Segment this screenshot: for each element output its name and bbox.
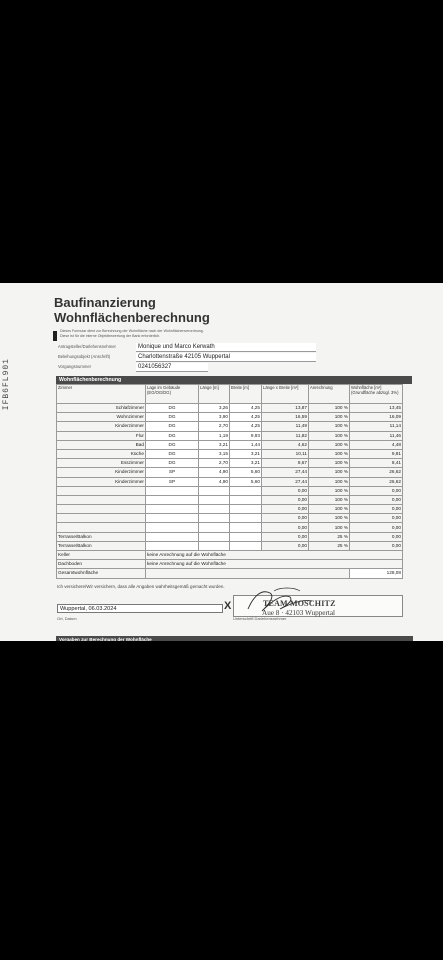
col-header-living-area: Wohnfläche [m²] (Grundfläche abzügl. 3%) [350, 385, 403, 404]
area-cell: 0,00 [262, 514, 309, 523]
floor-cell[interactable]: DG [146, 422, 199, 431]
room-name: Esszimmer [57, 459, 146, 468]
width-cell[interactable]: 1,44 [230, 440, 262, 449]
col-header-area: Länge x Breite [m²] [262, 385, 309, 404]
area-table [56, 384, 403, 579]
area-cell: 13,87 [262, 404, 309, 413]
process-label: Vorgangsnummer [58, 364, 92, 369]
room-name: Terrasse/Balkon [57, 532, 146, 541]
place-date-field[interactable]: Wuppertal, 06.03.2024 [57, 604, 223, 613]
declaration-text: Ich versichere/Wir versichern, dass alle Angaben wahrheitsgemäß gemacht wurden. [57, 584, 225, 589]
section-title-bar: Wohnflächenberechnung [56, 376, 412, 384]
cellar-row [57, 551, 403, 560]
width-cell[interactable]: 3,21 [230, 459, 262, 468]
calc-cell: 25 % [309, 541, 350, 550]
table-row [57, 532, 403, 541]
title-line2: Wohnflächenberechnung [54, 310, 210, 325]
room-name [57, 495, 146, 504]
floor-cell[interactable] [146, 532, 199, 541]
room-name: Flur [57, 431, 146, 440]
area-cell: 27,44 [262, 477, 309, 486]
floor-cell[interactable] [146, 505, 199, 514]
area-cell: 11,82 [262, 431, 309, 440]
room-name: Kinderzimmer [57, 422, 146, 431]
room-name [57, 514, 146, 523]
width-cell[interactable]: 4,25 [230, 413, 262, 422]
total-label: Gesamtwohnfläche [57, 569, 146, 578]
side-code: IFB6FL901 [2, 358, 11, 411]
calc-cell: 100 % [309, 495, 350, 504]
calc-cell: 100 % [309, 440, 350, 449]
area-cell: 0,00 [262, 532, 309, 541]
width-cell[interactable]: 5,60 [230, 468, 262, 477]
floor-cell[interactable]: DG [146, 413, 199, 422]
calc-cell: 100 % [309, 514, 350, 523]
length-cell[interactable] [199, 505, 230, 514]
col-header-calc: Anrechnung [309, 385, 350, 404]
floor-cell[interactable]: DG [146, 449, 199, 458]
length-cell[interactable] [199, 532, 230, 541]
table-row [57, 477, 403, 486]
area-cell: 0,00 [262, 505, 309, 514]
length-cell[interactable]: 3,21 [199, 440, 230, 449]
length-cell[interactable]: 4,90 [199, 468, 230, 477]
width-cell[interactable]: 4,25 [230, 422, 262, 431]
length-cell[interactable] [199, 486, 230, 495]
calc-cell: 100 % [309, 523, 350, 532]
floor-cell[interactable] [146, 486, 199, 495]
area-cell: 11,49 [262, 422, 309, 431]
living-area-cell: 0,00 [350, 505, 403, 514]
title-line1: Baufinanzierung [54, 295, 156, 310]
area-cell: 0,00 [262, 523, 309, 532]
table-row [57, 440, 403, 449]
room-name: Kinderzimmer [57, 468, 146, 477]
table-header-row [57, 385, 403, 404]
note-marker [53, 331, 57, 341]
cellar-note: keine Anrechnung auf die Wohnfläche [146, 551, 403, 560]
floor-cell[interactable] [146, 541, 199, 550]
width-cell[interactable]: 9,93 [230, 431, 262, 440]
process-field[interactable]: 0241056327 [136, 363, 208, 372]
applicant-field[interactable]: Monique und Marco Kerwath [136, 343, 316, 352]
width-cell[interactable] [230, 505, 262, 514]
area-cell: 10,11 [262, 449, 309, 458]
applicant-label: Antragsteller/Darlehensnehmer [58, 344, 116, 349]
col-header-width: Breite [m] [230, 385, 262, 404]
living-area-cell: 4,48 [350, 440, 403, 449]
calc-cell: 100 % [309, 468, 350, 477]
room-name: Wohnzimmer [57, 413, 146, 422]
area-cell: 4,62 [262, 440, 309, 449]
table-row [57, 495, 403, 504]
width-cell[interactable] [230, 523, 262, 532]
document-page [0, 283, 443, 641]
table-row [57, 459, 403, 468]
table-row [57, 449, 403, 458]
calc-cell: 100 % [309, 486, 350, 495]
room-name [57, 523, 146, 532]
col-header-length: Länge [m] [199, 385, 230, 404]
width-cell[interactable] [230, 532, 262, 541]
table-row [57, 486, 403, 495]
attic-note: keine Anrechnung auf die Wohnfläche [146, 560, 403, 569]
room-name: Schlafzimmer [57, 404, 146, 413]
living-area-cell: 0,00 [350, 514, 403, 523]
note-line1: Dieses Formular dient zur Berechnung der Wohnfläche nach der Wohnflächenverordnung. [60, 329, 204, 333]
bottom-section-bar: Vorgaben zur Berechnung der Wohnfläche [56, 636, 413, 641]
table-row [57, 505, 403, 514]
room-name: Küche [57, 449, 146, 458]
length-cell[interactable]: 2,70 [199, 459, 230, 468]
total-row [57, 569, 403, 578]
length-cell[interactable]: 1,19 [199, 431, 230, 440]
living-area-cell: 13,45 [350, 404, 403, 413]
total-value[interactable]: 128,08 [350, 569, 403, 578]
floor-cell[interactable]: DG [146, 459, 199, 468]
length-cell[interactable]: 3,90 [199, 413, 230, 422]
living-area-cell: 0,00 [350, 486, 403, 495]
cellar-label: Keller [57, 551, 146, 560]
living-area-cell: 0,00 [350, 523, 403, 532]
col-header-room: Zimmer [57, 385, 146, 404]
property-field[interactable]: Charlottenstraße 42105 Wuppertal [136, 353, 316, 362]
length-cell[interactable]: 3,26 [199, 404, 230, 413]
calc-cell: 100 % [309, 422, 350, 431]
form-note [60, 329, 260, 338]
length-cell[interactable] [199, 523, 230, 532]
property-label: Beleihungsobjekt (Anschrift) [58, 354, 111, 359]
width-cell[interactable] [230, 486, 262, 495]
width-cell[interactable] [230, 514, 262, 523]
note-line2: Diese ist für die interne Objektbewertung der Bank erforderlich. [60, 333, 161, 338]
living-area-cell: 26,62 [350, 477, 403, 486]
floor-cell[interactable] [146, 523, 199, 532]
width-cell[interactable] [230, 495, 262, 504]
length-cell[interactable] [199, 514, 230, 523]
floor-cell[interactable]: SP [146, 468, 199, 477]
calc-cell: 100 % [309, 449, 350, 458]
length-cell[interactable]: 2,70 [199, 422, 230, 431]
calc-cell: 100 % [309, 404, 350, 413]
room-name [57, 505, 146, 514]
signature-label: Unterschrift Darlehensnehmer [233, 616, 287, 621]
stamp-line2: Aue 8 · 42103 Wuppertal [262, 609, 336, 617]
table-row [57, 541, 403, 550]
calc-cell: 100 % [309, 459, 350, 468]
table-row [57, 468, 403, 477]
room-name: Kinderzimmer [57, 477, 146, 486]
attic-label: Dachboden [57, 560, 146, 569]
width-cell[interactable]: 3,21 [230, 449, 262, 458]
floor-cell[interactable] [146, 495, 199, 504]
length-cell[interactable] [199, 541, 230, 550]
living-area-cell: 11,14 [350, 422, 403, 431]
area-cell: 0,00 [262, 495, 309, 504]
calc-cell: 100 % [309, 431, 350, 440]
floor-cell[interactable] [146, 514, 199, 523]
table-row [57, 431, 403, 440]
living-area-cell: 26,62 [350, 468, 403, 477]
table-row [57, 523, 403, 532]
living-area-cell: 16,09 [350, 413, 403, 422]
floor-cell[interactable]: DG [146, 431, 199, 440]
living-area-cell: 0,00 [350, 532, 403, 541]
room-name: Terrasse/Balkon [57, 541, 146, 550]
col-header-floor: Lage im Gebäude (EG/OG/DG) [146, 385, 199, 404]
table-row [57, 413, 403, 422]
living-area-cell: 8,41 [350, 459, 403, 468]
floor-cell[interactable]: SP [146, 477, 199, 486]
table-row [57, 422, 403, 431]
calc-cell: 25 % [309, 532, 350, 541]
width-cell[interactable]: 4,25 [230, 404, 262, 413]
room-name: Bad [57, 440, 146, 449]
area-cell: 8,67 [262, 459, 309, 468]
floor-cell[interactable]: DG [146, 404, 199, 413]
length-cell[interactable] [199, 495, 230, 504]
place-date-label: Ort, Datum [57, 616, 77, 621]
width-cell[interactable] [230, 541, 262, 550]
total-spacer [146, 569, 350, 578]
area-cell: 16,59 [262, 413, 309, 422]
area-cell: 0,00 [262, 486, 309, 495]
calc-cell: 100 % [309, 413, 350, 422]
attic-row [57, 560, 403, 569]
width-cell[interactable]: 5,60 [230, 477, 262, 486]
area-cell: 0,00 [262, 541, 309, 550]
length-cell[interactable]: 4,90 [199, 477, 230, 486]
stamp-line1: TEAM MOSCHITZ [263, 599, 336, 608]
living-area-cell: 0,00 [350, 541, 403, 550]
floor-cell[interactable]: DG [146, 440, 199, 449]
table-row [57, 514, 403, 523]
signature-x-mark: X [224, 600, 232, 612]
living-area-cell: 0,00 [350, 495, 403, 504]
living-area-cell: 9,81 [350, 449, 403, 458]
calc-cell: 100 % [309, 477, 350, 486]
table-row [57, 404, 403, 413]
living-area-cell: 11,46 [350, 431, 403, 440]
calc-cell: 100 % [309, 505, 350, 514]
area-cell: 27,44 [262, 468, 309, 477]
room-name [57, 486, 146, 495]
length-cell[interactable]: 3,15 [199, 449, 230, 458]
